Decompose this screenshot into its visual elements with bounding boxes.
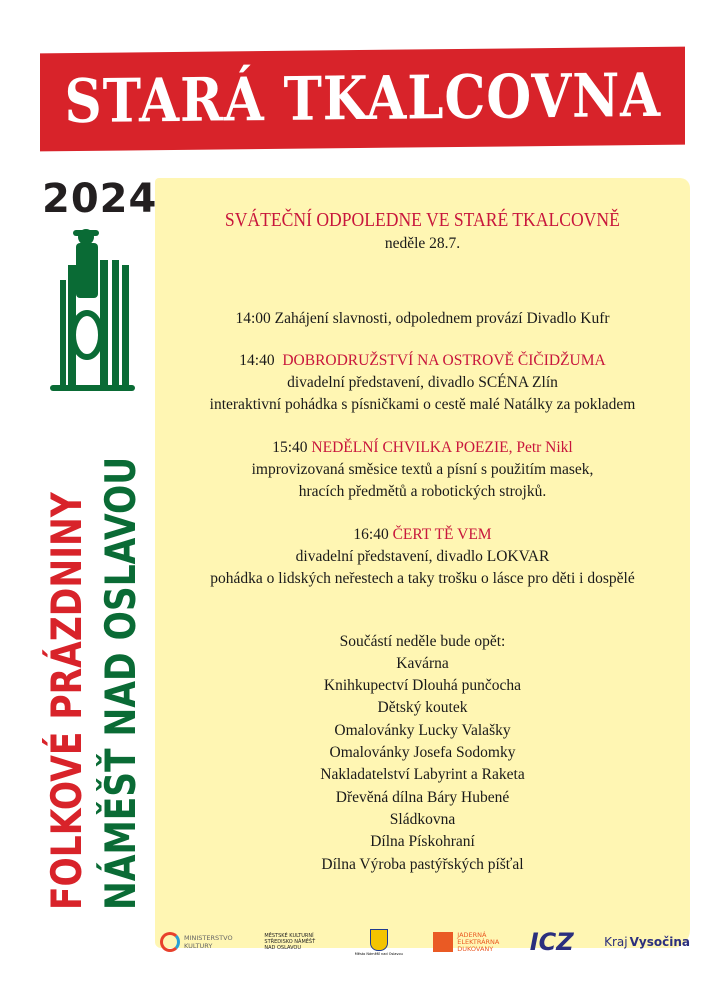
logo-icz: ICZ: [529, 928, 574, 956]
list-item: Omalovánky Lucky Valašky: [334, 721, 511, 739]
list-item: Dílna Výroba pastýřských píšťal: [321, 855, 524, 873]
program-item: 15:40 NEDĚLNÍ CHVILKA POEZIE, Petr Nikl improvizovaná směsice textů a písní s použitím masek, hracích předmětů a robotických strojků.: [251, 438, 594, 501]
town-coat-of-arms-icon: [370, 929, 388, 951]
festival-logo-figure-icon: [40, 225, 140, 425]
title-banner: [40, 47, 685, 152]
extras-list: [155, 653, 690, 876]
logo-ministry: MINISTERSTVO KULTURY: [160, 932, 234, 952]
ministry-c-icon: [160, 932, 180, 952]
program-content: [155, 207, 690, 876]
list-item: Nakladatelství Labyrint a Raketa: [320, 766, 525, 784]
side-text-namest: NÁMĚŠŤ NAD OSLAVOU: [96, 456, 145, 910]
logo-kraj: Kraj Vysočina: [604, 935, 690, 949]
festival-year: 2024: [42, 176, 158, 222]
logo-town: Město Náměšť nad Oslavou: [355, 929, 403, 956]
cez-icon: [433, 932, 453, 952]
program-item: 14:40 DOBRODRUŽSTVÍ NA OSTROVĚ ČIČIDŽUMA divadelní představení, divadlo SCÉNA Zlín interaktivní pohádka s písničkami o cestě malé Natálky za pokladem: [209, 351, 636, 414]
program-item: 16:40 ČERT TĚ VEM divadelní představení, divadlo LOKVAR pohádka o lidských neřestech a taky trošku o lásce pro děti i dospělé: [210, 525, 635, 588]
list-item: Dřevěná dílna Báry Hubené: [335, 788, 510, 806]
logo-jed: JADERNÁ ELEKTRÁRNA DUKOVANY: [433, 932, 499, 953]
logo-mks: MĚSTSKÉ KULTURNÍ STŘEDISKO NÁMĚŠŤ NAD OSLAVOU: [264, 933, 316, 951]
event-date: neděle 28.7.: [384, 235, 461, 253]
list-item: Sládkovna: [389, 810, 456, 828]
event-title: SVÁTEČNÍ ODPOLEDNE VE STARÉ TKALCOVNĚ: [225, 209, 620, 231]
extras-heading: Součástí neděle bude opět:: [339, 632, 506, 650]
banner-title: STARÁ TKALCOVNA: [64, 60, 661, 138]
program-item: 14:00 Zahájení slavnosti, odpolednem provází Divadlo Kufr: [235, 309, 610, 327]
list-item: Kavárna: [396, 654, 449, 672]
list-item: Dětský koutek: [377, 699, 468, 717]
list-item: Omalovánky Josefa Sodomky: [329, 744, 516, 762]
list-item: Knihkupectví Dlouhá punčocha: [323, 677, 522, 695]
sponsor-logos: [160, 925, 690, 959]
list-item: Dílna Pískohraní: [370, 833, 475, 851]
side-text-folkove-prazdniny: FOLKOVÉ PRÁZDNINY: [42, 492, 91, 910]
